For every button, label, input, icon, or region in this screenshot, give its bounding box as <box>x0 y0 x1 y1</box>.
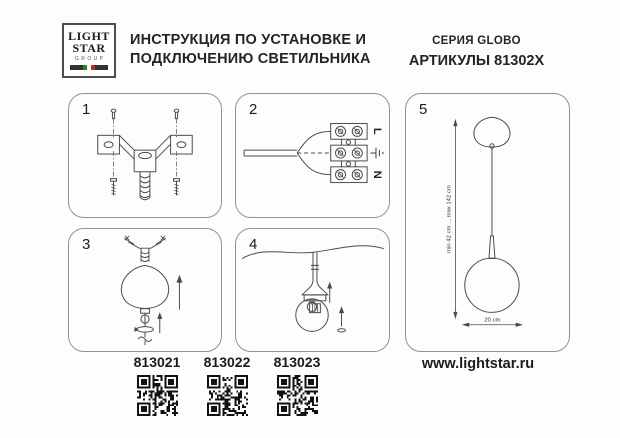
title-line-1: ИНСТРУКЦИЯ ПО УСТАНОВКЕ И <box>130 32 367 48</box>
pendant-lamp-dimensions-diagram <box>406 94 569 351</box>
wiring-diagram <box>236 94 389 217</box>
step-3-number: 3 <box>82 236 91 253</box>
logo-light: LIGHT <box>68 29 110 43</box>
article-code-1: 813021 <box>133 354 181 370</box>
panel-step-1 <box>68 93 222 218</box>
panel-step-2 <box>235 93 390 218</box>
flag-red <box>91 65 95 70</box>
qr-code-3 <box>277 375 318 416</box>
lightstar-logo <box>62 23 116 78</box>
logo-star: STAR <box>72 41 106 55</box>
step-1-number: 1 <box>82 101 91 118</box>
panel-step-4 <box>235 228 390 352</box>
page-title <box>130 31 371 69</box>
article-code-3: 813023 <box>273 354 321 370</box>
article-item-1 <box>117 354 197 416</box>
qr-code-1 <box>137 375 178 416</box>
series-label: СЕРИЯ GLOBO <box>432 35 521 47</box>
width-dimension-label: 20 cm <box>484 317 501 324</box>
logo-group: GROUP <box>75 56 106 62</box>
bracket-mounting-diagram <box>69 94 221 217</box>
globe-attach-diagram <box>236 229 389 351</box>
panel-step-5 <box>405 93 570 352</box>
website-url: www.lightstar.ru <box>421 356 535 372</box>
step-4-number: 4 <box>249 236 258 253</box>
qr-code-2 <box>207 375 248 416</box>
panel-step-3 <box>68 228 222 352</box>
title-line-2: ПОДКЛЮЧЕНИЮ СВЕТИЛЬНИКА <box>130 51 371 67</box>
ground-icon <box>371 148 383 159</box>
terminal-label-neutral: N <box>370 170 383 179</box>
height-dimension-label: min 42 cm ... max 142 cm <box>446 185 453 253</box>
article-item-3 <box>257 354 337 416</box>
article-code-2: 813022 <box>203 354 251 370</box>
step-2-number: 2 <box>249 101 258 118</box>
articles-label: АРТИКУЛЫ 81302X <box>408 53 545 69</box>
terminal-label-live: L <box>370 127 383 135</box>
canopy-install-diagram <box>69 229 221 351</box>
logo-flag-bar <box>70 65 108 70</box>
step-5-number: 5 <box>419 101 428 118</box>
article-item-2 <box>187 354 267 416</box>
series-block <box>404 35 549 69</box>
